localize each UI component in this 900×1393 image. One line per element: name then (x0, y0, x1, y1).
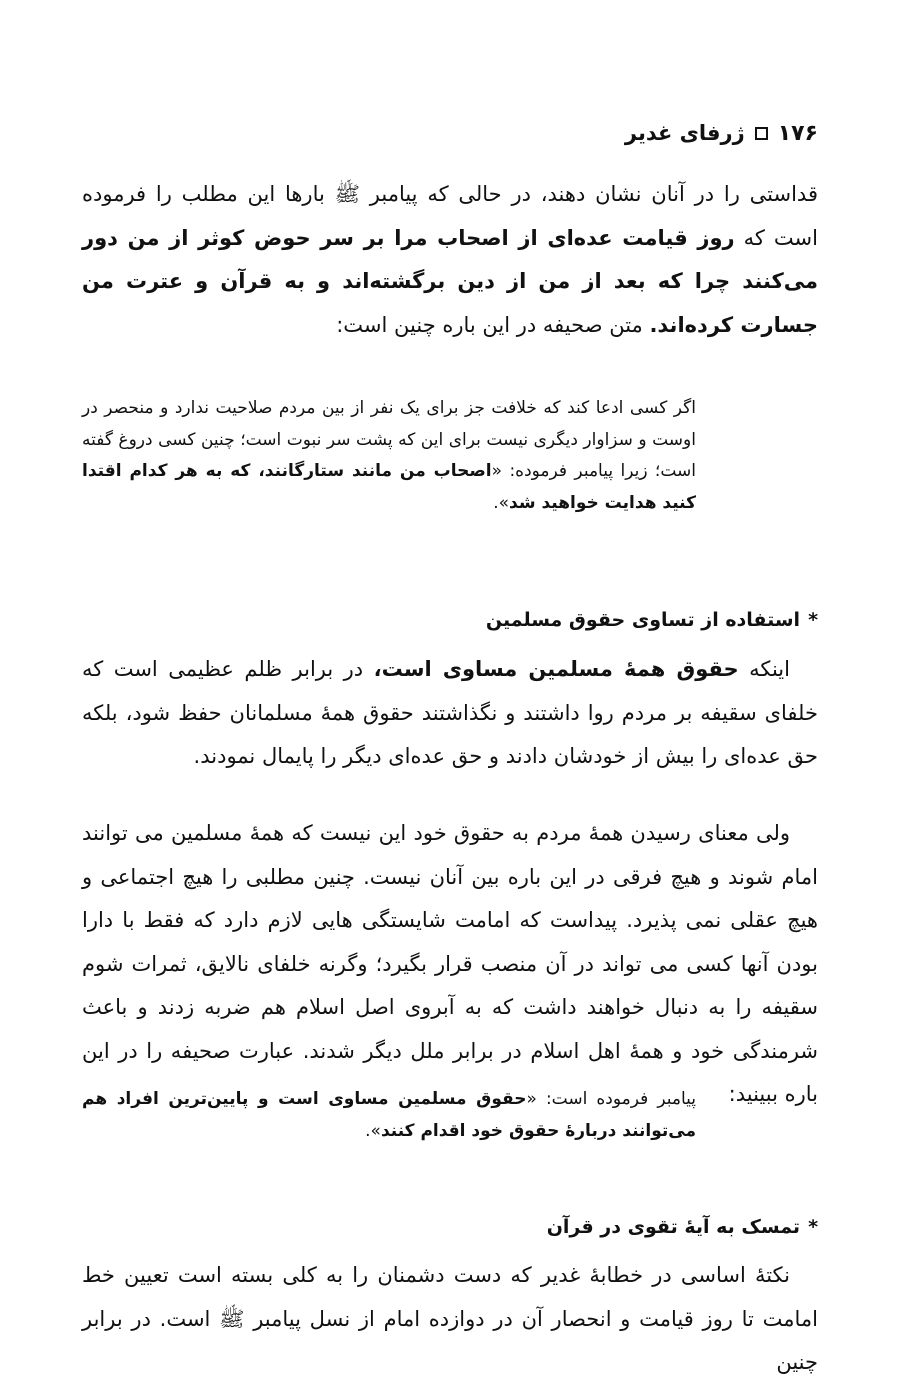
paragraph-imamate-qualifications: ولی معنای رسیدن همهٔ مردم به حقوق خود این نیست که همهٔ مسلمین می توانند امام شوند و هیچ فرقی در این باره بین آنان نیست. چنین مطلبی را هیچ اجتماعی و هیچ عقلی نمی پذیرد. پیداست که امامت شایستگی هایی لازم دارد که فقط با دارا بودن آنها کسی می تواند در آن منصب قرار بگیرد؛ وگرنه خلفای نالایق، ثمرات شوم سقیفه را به دنبال خواهند داشت که به آبروی اصل اسلام هم ضربه زدند و باعث شرمندگی خود و همهٔ اهل اسلام در برابر ملل دیگر شدند. عبارت صحیفه را در این باره ببینید: (82, 821, 818, 1106)
bold-text-run: اصحاب من مانند ستارگانند، که به هر کدام اقتدا کنید هدایت خواهید شد (82, 461, 696, 513)
bold-text-run: روز قیامت عده‌ای از اصحاب مرا بر سر حوض کوثر از من دور می‌کنند چرا که بعد از من از دین برگشته‌اند و به قرآن و عترت من جسارت کرده‌اند. (82, 225, 818, 337)
bold-text-run: حقوق همهٔ مسلمین مساوی است، (373, 657, 739, 681)
paragraph-ghadir-sermon: نکتهٔ اساسی در خطابهٔ غدیر که دست دشمنان را به کلی بسته است تعیین خط امامت تا روز قیامت و انحصار آن در دوازده امام از نسل پیامبر ﷺ است. در برابر چنین (82, 1263, 818, 1374)
text-run: قداستی را در آنان نشان دهند، در حالی که پیامبر ﷺ بارها این مطلب را فرموده است که (82, 182, 818, 250)
text-run: متن صحیفه در این باره چنین است: (336, 312, 650, 337)
text-run: در برابر ظلم عظیمی است که خلفای سقیفه بر مردم روا داشتند و نگذاشتند حقوق همهٔ مسلمانان حفظ شود، بلکه حق عده‌ای را بیش از خودشان دادند و حق عده‌ای دیگر را پایمال نمودند. (82, 657, 818, 768)
text-run: اینکه (738, 657, 790, 681)
book-title: ژرفای غدیر (624, 121, 745, 145)
section-heading-taqwa-verse (547, 1212, 818, 1242)
section-heading-equal-rights (486, 605, 818, 635)
text-run: ». (365, 1120, 381, 1141)
bold-text-run: حقوق مسلمین مساوی است و پایین‌ترین افراد هم می‌توانند دربارهٔ حقوق خود اقدام کنند (82, 1089, 696, 1141)
square-bullet-icon (755, 127, 768, 140)
paragraph-equal-rights (82, 648, 818, 779)
asterisk-bullet-icon: * (808, 1216, 818, 1238)
asterisk-bullet-icon: * (808, 609, 818, 631)
book-page (82, 0, 818, 1393)
quote-sahifa-2 (82, 1084, 696, 1147)
section-heading-text: استفاده از تساوی حقوق مسلمین (485, 609, 801, 631)
section-heading-text: تمسک به آیهٔ تقوی در قرآن (546, 1216, 801, 1238)
quote-sahifa-1 (82, 393, 696, 519)
text-run: اگر کسی ادعا کند که خلافت جز برای یک نفر از بین مردم صلاحیت ندارد و منحصر در اوست و سزاوار دیگری نیست برای این که پشت سر نبوت است؛ چنین کسی دروغ گفته است؛ زیرا پیامبر فرموده: « (82, 398, 696, 481)
text-run: ». (493, 492, 510, 513)
running-header (625, 116, 818, 150)
text-run: پیامبر فرموده است: « (526, 1089, 696, 1109)
page-number: ۱۷۶ (777, 120, 818, 146)
paragraph-intro (82, 173, 818, 347)
